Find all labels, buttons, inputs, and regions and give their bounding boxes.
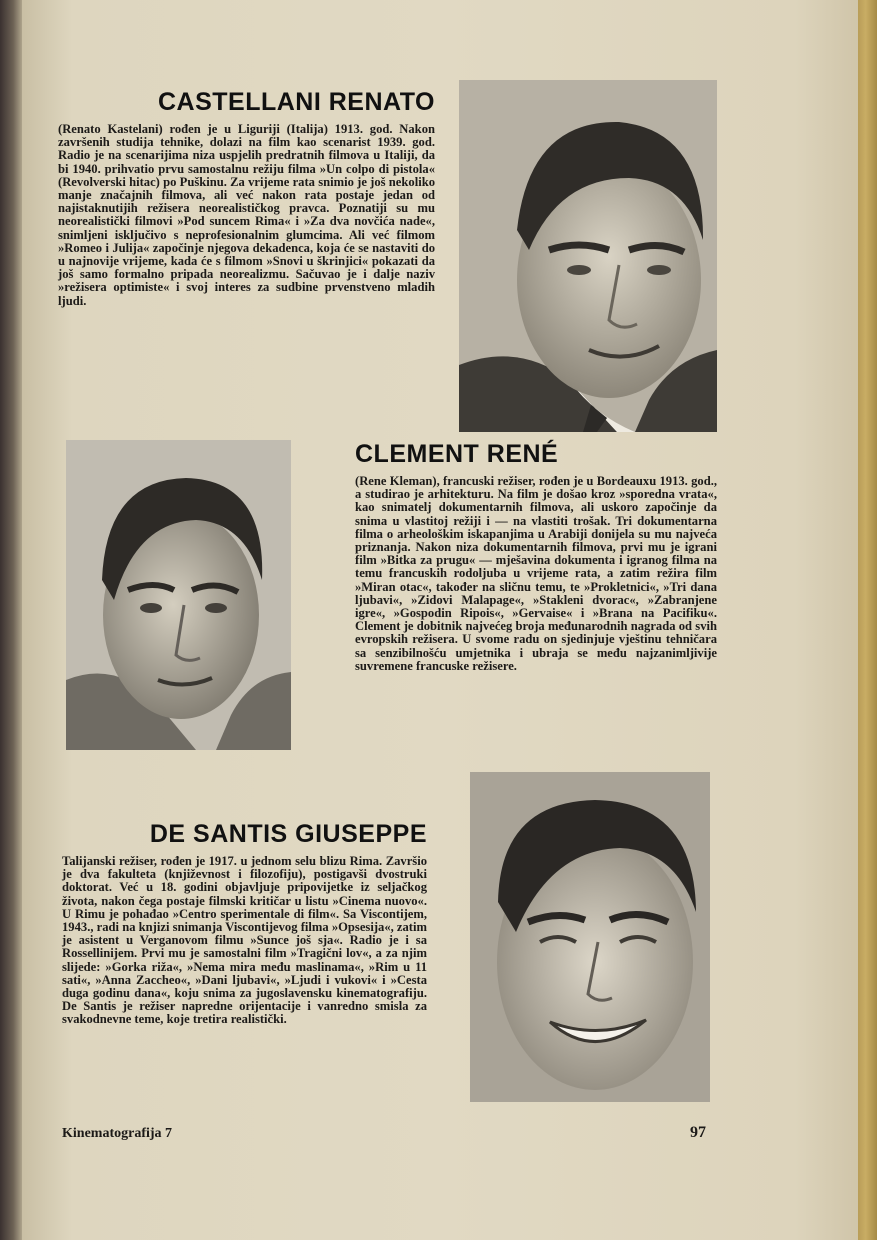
article-body: (Rene Kleman), francuski režiser, rođen je u Bordeauxu 1913. god., a studirao je arhitekturu. Na film je došao kroz »sporedna vrata«, kao snimatelj dokumentarnih filmova, ali uskoro započinje da snima u vlastitoj režiji i — na vlastiti trošak. Tri dokumentarna filma o arheološkim iskapanjima u Arabiji donijela su mu najveća priznanja. Nakon niza dokumentarnih filmova, prvi mu je igrani film »Bitka za prugu« — mješavina dokumenta i igranog filma na temu francuskih rodoljuba u vrijeme rata, a zatim režira film »Miran otac«, također na sličnu temu, te »Prokletnici«, »Tri dana ljubavi«, »Zidovi Malapage«, »Stakleni dvorac«, »Zabranjene igre«, »Gospodin Ripois«, »Gervaise« i »Brana na Pacifiku«. Clement je dobitnik najvećeg broja međunarodnih nagrada od svih evropskih režisera. U svome radu on sjedinjuje vještinu tehničara sa senzibilnošću umjetnika i ubraja se među najzanimljivije suvremene francuske režisere. xyxy=(355,474,717,673)
article-title: CLEMENT RENÉ xyxy=(355,440,559,468)
portrait-image xyxy=(459,80,717,432)
portrait-photo-clement xyxy=(66,440,291,750)
portrait-photo-castellani xyxy=(459,80,717,432)
footer-publication: Kinematografija 7 xyxy=(62,1126,173,1141)
book-spine-shadow xyxy=(0,0,24,1240)
portrait-photo-de-santis xyxy=(470,772,710,1102)
article-title: CASTELLANI RENATO xyxy=(157,88,435,116)
article-clement xyxy=(355,440,717,673)
article-body: Talijanski režiser, rođen je 1917. u jednom selu blizu Rima. Završio je dva fakulteta (književnost i filozofiju), postigavši dvostruki doktorat. Već u 18. godini objavljuje pripovijetke iz seljačkog života, nakon čega postaje filmski kritičar u listu »Cinema nuovo«. U Rimu je pohađao »Centro sperimentale di film«. Sa Viscontijem, 1943., radi na knjizi snimanja Viscontijevog filma »Opsesija«, zatim je asistent u Verganovom filmu »Sunce još sja«. Radio je i sa Rossellinijem. Prvi mu je samostalni film »Tragični lov«, a za njim slijede: »Gorka riža«, »Nema mira među maslinama«, »Rim u 11 sati«, »Anna Zaccheo«, »Dani ljubavi«, »Ljudi i vukovi« i »Cesta duga godinu dana«, koju snima za jugoslavensku kinematografiju. De Santis je režiser napredne orijentacije i vanredno smisla za svakodnevne teme, koje tretira realistički. xyxy=(62,854,427,1027)
article-body: (Renato Kastelani) rođen je u Liguriji (Italija) 1913. god. Nakon završenih studija tehnike, dolazi na film kao scenarist 1939. god. Radio je na scenarijima niza uspjelih predratnih filmova u Italiji, da bi 1940. prihvatio prvu samostalnu režiju filma »Un colpo di pistola« (Revolverski hitac) po Puškinu. Za vrijeme rata snimio je još nekoliko manje značajnih filmova, ali već nakon rata postaje jedan od najistaknutijih režisera neorealističkog pravca. Poznatiji su mu neorealistički filmovi »Pod suncem Rima« i »Za dva novčića nade«, snimljeni isključivo s neprofesionalnim glumcima. Ali već filmom »Romeo i Julija« započinje njegova dekadenca, koja će se nastaviti do u najnovije vrijeme, kada će s filmom »Snovi u škrinjici« pokazati da još samo formalno pripada neorealizmu. Sačuvao je i dalje naziv »režisera optimiste« i svoj interes za sudbine prvenstveno mladih ljudi. xyxy=(58,122,435,308)
portrait-image xyxy=(66,440,291,750)
article-de-santis xyxy=(62,820,427,1027)
page-number: 97 xyxy=(690,1124,706,1141)
article-title: DE SANTIS GIUSEPPE xyxy=(149,820,427,848)
portrait-image xyxy=(470,772,710,1102)
article-castellani xyxy=(58,88,435,308)
page-edge xyxy=(858,0,877,1240)
